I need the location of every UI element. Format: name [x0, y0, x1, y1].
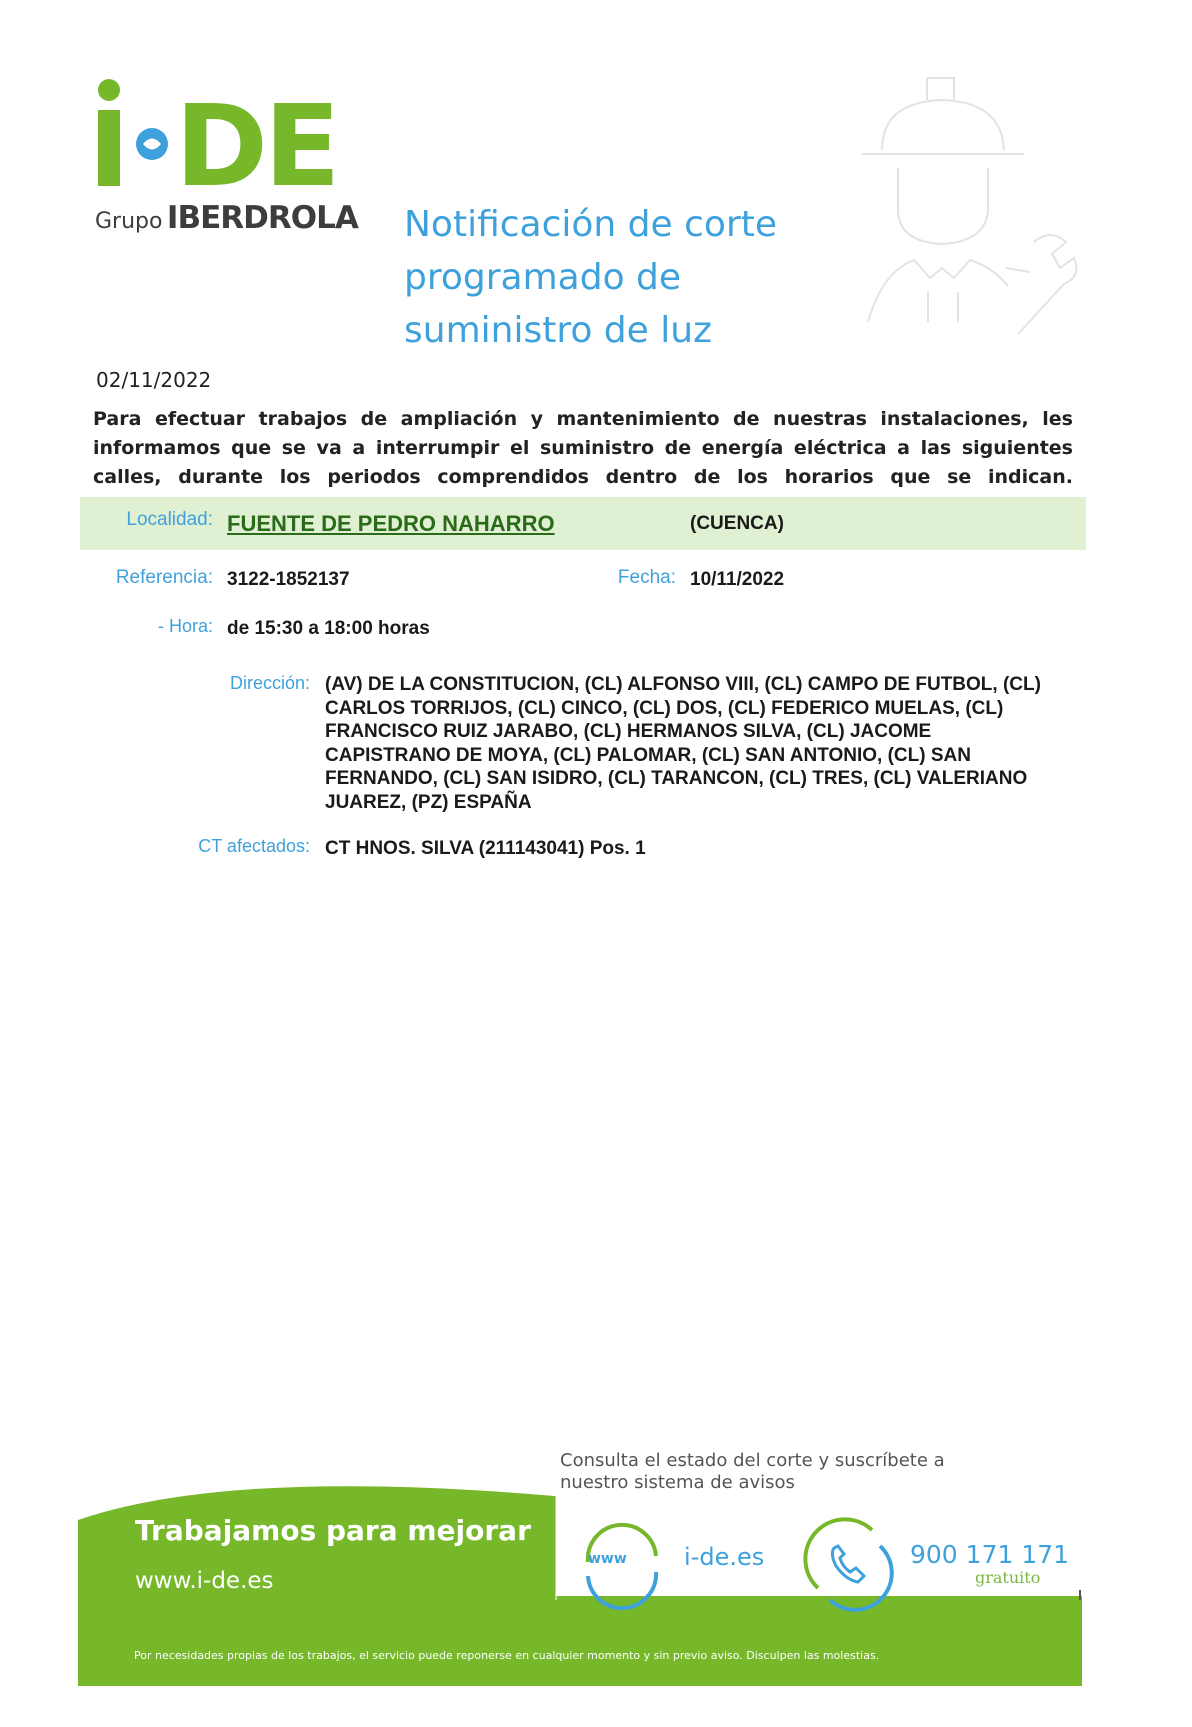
footer-slogan: Trabajamos para mejorar	[135, 1514, 531, 1547]
group-name	[95, 200, 358, 236]
ide-logo	[95, 78, 395, 248]
phone-number[interactable]: 900 171 171	[910, 1540, 1070, 1569]
consulta-text: Consulta el estado del corte y suscríbete a nuestro sistema de avisos	[560, 1450, 945, 1493]
hora-label: - Hora:	[157, 616, 213, 636]
notice-title: Notificación de corte programado de suministro de luz	[404, 204, 778, 351]
www-badge: www	[588, 1551, 627, 1567]
footer-website[interactable]: www.i-de.es	[135, 1568, 274, 1594]
hora-value: de 15:30 a 18:00 horas	[227, 618, 430, 639]
direccion-label: Dirección:	[229, 673, 310, 693]
direccion-value: (AV) DE LA CONSTITUCION, (CL) ALFONSO VIII, (CL) CAMPO DE FUTBOL, (CL) CARLOS TORRIJOS, (CL) CINCO, (CL) DOS, (CL) FEDERICO MUELAS, (CL) FRANCISCO RUIZ JARABO, (CL) HERMANOS SILVA, (CL) JACOME CAPISTRANO DE MOYA, (CL) PALOMAR, (CL) SAN ANTONIO, (CL) SAN FERNANDO, (CL) SAN ISIDRO, (CL) TARANCON, (CL) TRES, (CL) VALERIANO JUAREZ, (PZ) ESPAÑA	[325, 674, 1041, 813]
referencia-label: Referencia:	[115, 567, 213, 588]
footer-disclaimer: Por necesidades propias de los trabajos, el servicio puede reponerse en cualquier momento y sin previo aviso. Disculpen las molestias.	[134, 1649, 880, 1662]
phone-icon	[800, 1516, 896, 1612]
referencia-value: 3122-1852137	[227, 569, 350, 590]
svg-text:DE: DE	[175, 82, 337, 198]
localidad-value: FUENTE DE PEDRO NAHARRO	[227, 511, 555, 536]
intro-paragraph: Para efectuar trabajos de ampliación y mantenimiento de nuestras instalaciones, les informamos que se va a interrumpir el suministro de energía eléctrica a las siguientes calles, durante los periodos comprendidos dentro de los horarios que se indican.	[93, 408, 1073, 488]
notice-date: 02/11/2022	[96, 368, 212, 392]
phone-note: gratuito	[975, 1568, 1041, 1587]
worker-helmet-icon	[812, 72, 1092, 352]
ct-label: CT afectados:	[198, 836, 310, 856]
group-prefix: Grupo	[95, 209, 163, 234]
fecha-value: 10/11/2022	[690, 569, 785, 590]
localidad-label: Localidad:	[126, 509, 213, 530]
ide-logo-mark	[95, 78, 395, 198]
group-brand: IBERDROLA	[166, 200, 358, 236]
ide-link[interactable]: i-de.es	[684, 1543, 765, 1571]
localidad-province: (CUENCA)	[690, 513, 784, 534]
ct-value: CT HNOS. SILVA (211143041) Pos. 1	[325, 838, 646, 859]
fecha-label: Fecha:	[617, 567, 676, 588]
